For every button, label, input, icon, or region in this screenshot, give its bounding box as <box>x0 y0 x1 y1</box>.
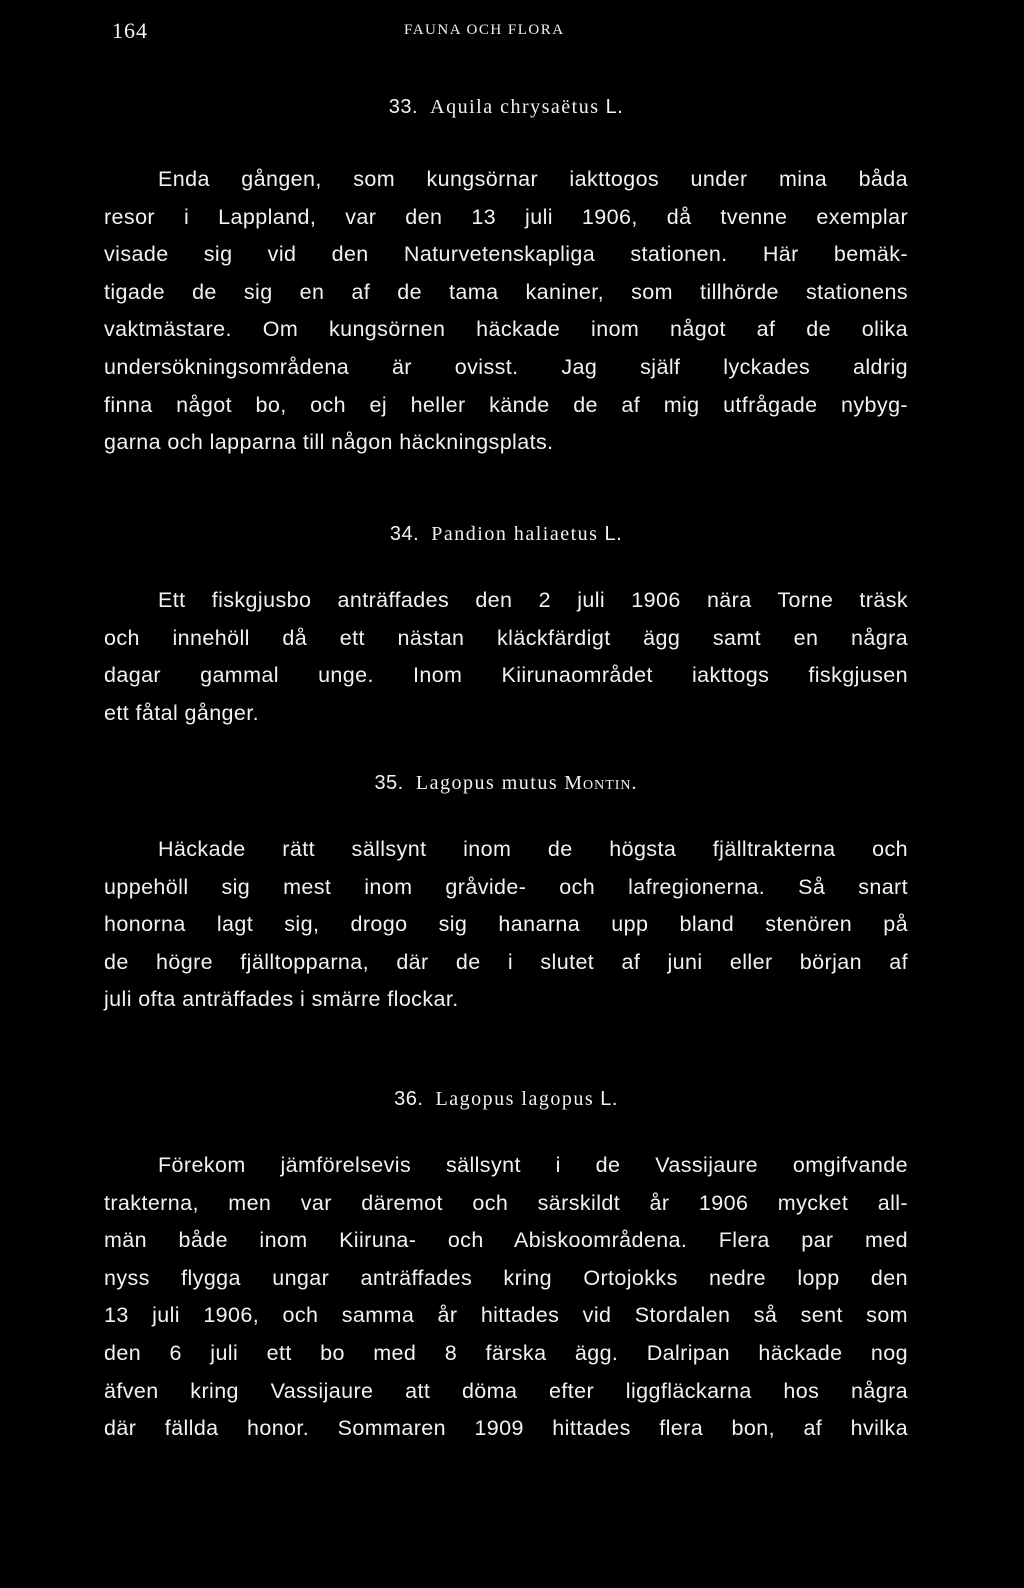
text-line: de högre fjälltopparna, där de i slutet af juni eller början af <box>104 949 908 974</box>
text-line: och innehöll då ett nästan kläckfärdigt ägg samt en några <box>104 625 908 650</box>
species-number: 35. <box>374 772 404 794</box>
text-line: den 6 juli ett bo med 8 färska ägg. Dalripan häckade nog <box>104 1340 908 1365</box>
text-line: 13 juli 1906, och samma år hittades vid Stordalen så sent som <box>104 1303 908 1328</box>
species-name: Aquila chrysaëtus <box>430 96 600 118</box>
species-paragraph <box>104 831 908 1019</box>
species-section-36 <box>104 1088 908 1448</box>
species-author: L. <box>605 96 624 118</box>
species-author: Montin. <box>564 772 638 794</box>
species-paragraph <box>104 582 908 732</box>
species-name: Lagopus lagopus <box>435 1088 595 1110</box>
text-line: äfven kring Vassijaure att döma efter liggfläckarna hos några <box>104 1378 908 1403</box>
text-line: resor i Lappland, var den 13 juli 1906, då tvenne exemplar <box>104 204 908 229</box>
text-line: visade sig vid den Naturvetenskapliga stationen. Här bemäk- <box>104 242 908 267</box>
running-head <box>112 18 904 48</box>
species-paragraph <box>104 1147 908 1448</box>
species-section-35 <box>104 772 908 1019</box>
text-line: juli ofta anträffades i smärre flockar. <box>104 987 459 1012</box>
species-name: Pandion haliaetus <box>431 523 599 545</box>
species-heading <box>104 523 908 546</box>
species-author: L. <box>604 523 623 545</box>
text-line: dagar gammal unge. Inom Kiirunaområdet iakttogs fiskgjusen <box>104 663 908 688</box>
text-line: män både inom Kiiruna- och Abiskoområdena. Flera par med <box>104 1228 908 1253</box>
text-line: uppehöll sig mest inom gråvide- och lafregionerna. Så snart <box>104 874 908 899</box>
text-line: där fällda honor. Sommaren 1909 hittades flera bon, af hvilka <box>104 1416 908 1441</box>
text-line: trakterna, men var däremot och särskildt år 1906 mycket all- <box>104 1190 908 1215</box>
species-number: 34. <box>389 523 420 545</box>
species-heading <box>104 1088 908 1111</box>
species-number: 36. <box>394 1088 424 1110</box>
text-line: honorna lagt sig, drogo sig hanarna upp bland stenören på <box>104 912 908 937</box>
page-number: 164 <box>112 18 148 43</box>
species-section-34 <box>104 523 908 732</box>
text-line: Ett fiskgjusbo anträffades den 2 juli 1906 nära Torne träsk <box>158 588 908 612</box>
species-heading <box>104 96 908 119</box>
species-name: Lagopus mutus <box>415 772 559 794</box>
text-line: Enda gången, som kungsörnar iakttogos under mina båda <box>158 167 908 191</box>
species-author: L. <box>600 1088 618 1110</box>
text-line: Häckade rätt sällsynt inom de högsta fjälltrakterna och <box>158 837 908 861</box>
text-line: ett fåtal gånger. <box>104 700 260 725</box>
text-line: finna något bo, och ej heller kände de af mig utfrågade nybyg- <box>104 392 908 417</box>
species-number: 33. <box>388 96 419 118</box>
text-line: nyss flygga ungar anträffades kring Ortojokks nedre lopp den <box>104 1265 908 1290</box>
text-line: undersökningsområdena är ovisst. Jag själf lyckades aldrig <box>104 354 908 379</box>
species-heading <box>104 772 908 795</box>
text-line: garna och lapparna till någon häckningsplats. <box>104 430 554 455</box>
text-line: tigade de sig en af de tama kaniner, som tillhörde stationens <box>104 279 908 304</box>
text-line: vaktmästare. Om kungsörnen häckade inom något af de olika <box>104 317 908 342</box>
running-title: FAUNA OCH FLORA <box>404 22 565 38</box>
species-section-33 <box>104 96 908 462</box>
text-line: Förekom jämförelsevis sällsynt i de Vassijaure omgifvande <box>158 1153 908 1177</box>
species-paragraph <box>104 161 908 462</box>
